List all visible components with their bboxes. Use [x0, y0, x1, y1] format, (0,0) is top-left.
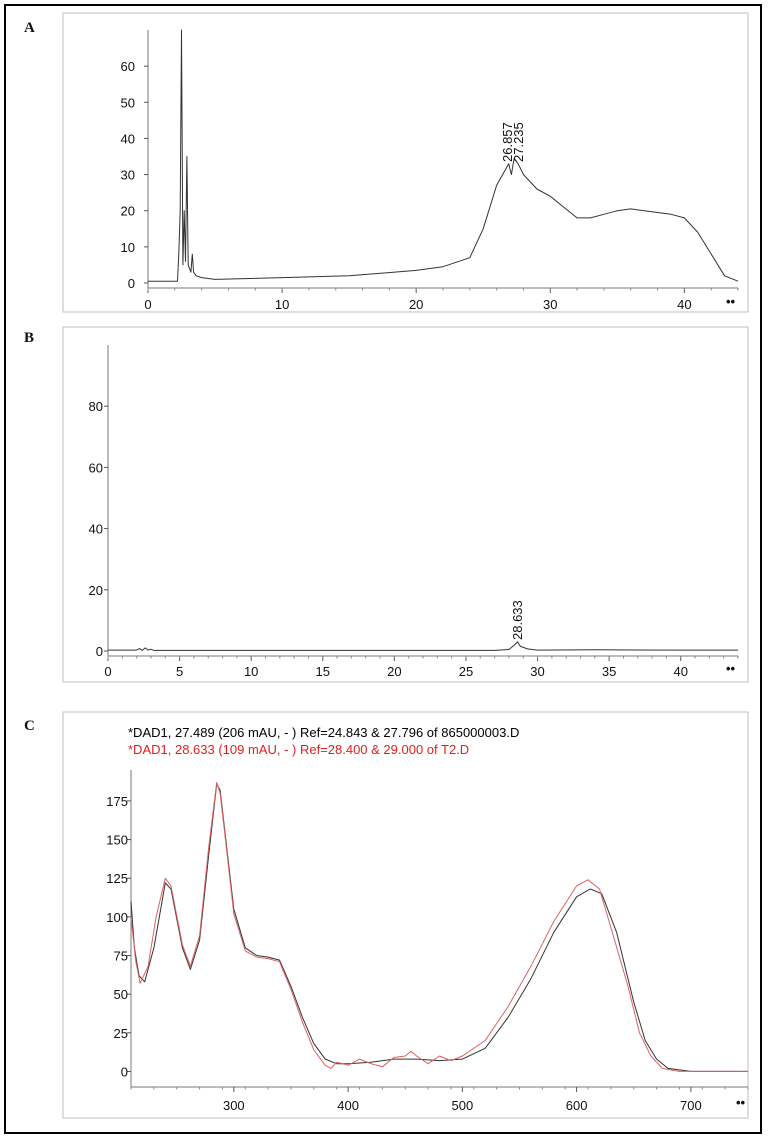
y-tick-label: 40: [120, 131, 135, 147]
y-tick-label: 20: [120, 203, 135, 219]
y-tick-label: 60: [88, 460, 103, 476]
panel-label-b: B: [24, 330, 35, 346]
y-tick-label: 125: [106, 871, 128, 887]
x-axis-more-indicator: ••: [726, 294, 736, 309]
x-tick-label: 0: [144, 297, 152, 312]
chart-c: [63, 712, 748, 1118]
x-tick-label: 40: [673, 664, 688, 679]
series-line-1: [108, 642, 738, 651]
x-tick-label: 5: [175, 664, 184, 679]
y-tick-label: 25: [113, 1025, 128, 1041]
y-tick-label: 0: [120, 1064, 128, 1080]
peak-label: 26.857: [500, 122, 516, 162]
x-tick-label: 400: [337, 1098, 359, 1113]
y-tick-label: 0: [95, 644, 103, 659]
y-tick-label: 20: [88, 582, 103, 598]
x-tick-label: 40: [677, 297, 692, 312]
peak-label: 27.235: [511, 122, 527, 162]
y-tick-label: 75: [113, 948, 128, 964]
x-tick-label: 10: [274, 297, 290, 312]
x-tick-label: 0: [104, 664, 112, 679]
y-tick-label: 10: [120, 239, 135, 255]
x-tick-label: 25: [458, 664, 474, 679]
y-tick-label: 100: [106, 909, 128, 925]
y-tick-label: 150: [106, 832, 128, 848]
x-tick-label: 35: [601, 664, 617, 679]
x-tick-label: 15: [315, 664, 331, 679]
series-line-2: [131, 782, 748, 1071]
x-tick-label: 300: [222, 1098, 245, 1113]
x-tick-label: 700: [680, 1098, 702, 1113]
y-tick-label: 30: [120, 167, 135, 183]
y-tick-label: 175: [106, 793, 128, 809]
x-axis-more-indicator: ••: [726, 661, 736, 676]
x-tick-label: 500: [451, 1098, 474, 1113]
series-line-1: [148, 30, 738, 281]
x-tick-label: 30: [543, 297, 558, 312]
plot-frame: [63, 13, 748, 312]
chart-b: [63, 327, 748, 682]
legend-entry: *DAD1, 28.633 (109 mAU, - ) Ref=28.400 & 29.000 of T2.D: [128, 742, 470, 757]
x-tick-label: 20: [408, 297, 424, 312]
y-tick-label: 50: [113, 987, 128, 1003]
legend-entry: *DAD1, 27.489 (206 mAU, - ) Ref=24.843 & 27.796 of 865000003.D: [128, 725, 520, 740]
chart-a: [63, 13, 748, 312]
x-axis-more-indicator: ••: [736, 1095, 746, 1110]
peak-label: 28.633: [509, 600, 525, 640]
y-tick-label: 80: [88, 399, 103, 415]
plot-frame: [63, 327, 748, 682]
x-tick-label: 30: [530, 664, 545, 679]
x-tick-label: 10: [243, 664, 259, 679]
x-tick-label: 600: [565, 1098, 588, 1113]
y-tick-label: 0: [127, 276, 135, 291]
plot-frame: [63, 712, 748, 1118]
panel-label-a: A: [24, 20, 35, 36]
y-tick-label: 50: [120, 95, 135, 111]
x-tick-label: 20: [387, 664, 402, 679]
panel-label-c: C: [24, 718, 35, 734]
y-tick-label: 60: [120, 59, 135, 75]
y-tick-label: 40: [88, 521, 103, 537]
